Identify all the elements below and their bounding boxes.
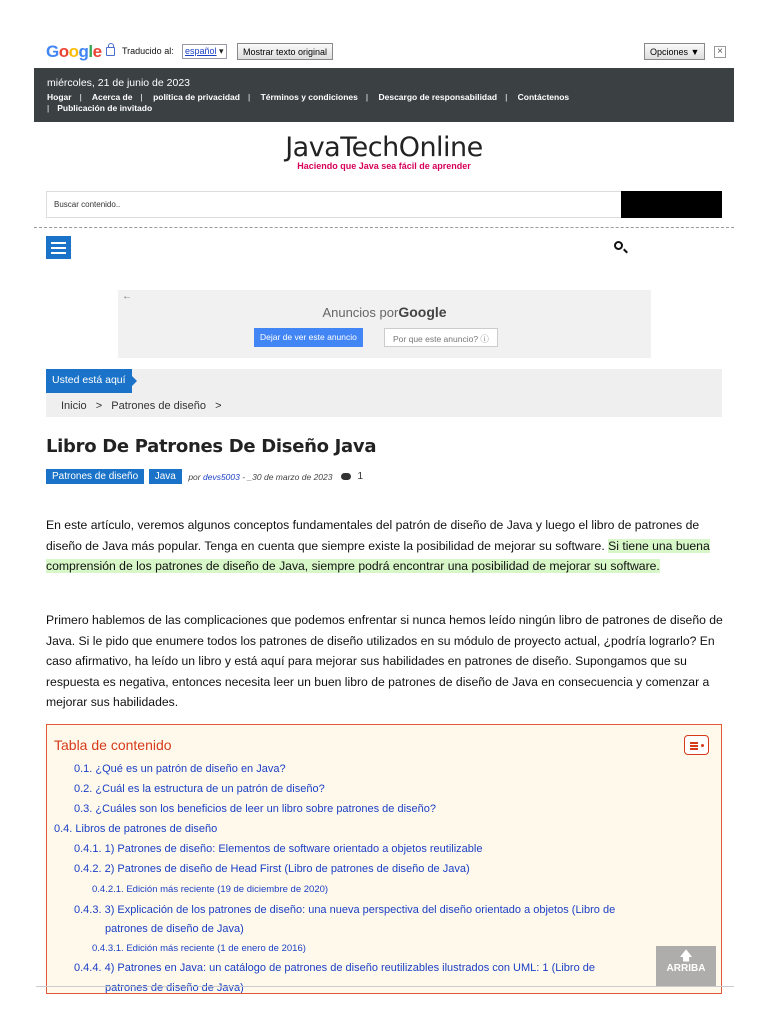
category-patrones[interactable]: Patrones de diseño: [46, 469, 144, 484]
nav-invitado[interactable]: Publicación de invitado: [57, 103, 153, 113]
toc-item[interactable]: 0.4.1. 1) Patrones de diseño: Elementos de software orientado a objetos reutilizable: [74, 843, 483, 855]
lock-icon: [106, 47, 115, 56]
article-meta: [46, 469, 363, 485]
breadcrumb: [46, 369, 722, 417]
scroll-to-top-label: ARRIBA: [666, 963, 706, 974]
paragraph-intro: En este artículo, veremos algunos conceptos fundamentales del patrón de diseño de Java y luego el libro de patrones de diseño de Java más popular. Tenga en cuenta que siempre existe la posibilidad de mejorar su software. Si tiene una buena comprensión de los patrones de diseño de Java, siempre podrá encontrar una posibilidad de mejorar su software.: [46, 518, 710, 573]
language-select[interactable]: español ▾: [182, 44, 227, 59]
options-button[interactable]: Opciones ▼: [644, 43, 705, 60]
toc-item[interactable]: 0.2. ¿Cuál es la estructura de un patrón de diseño?: [74, 783, 325, 795]
current-date: miércoles, 21 de junio de 2023: [47, 77, 191, 89]
comment-icon[interactable]: [341, 473, 351, 480]
article-title: Libro De Patrones De Diseño Java: [46, 436, 377, 457]
breadcrumb-trail: Inicio > Patrones de diseño >: [61, 400, 222, 412]
byline: por devs5003 - _30 de marzo de 2023: [188, 471, 333, 482]
show-original-button[interactable]: Mostrar texto original: [237, 43, 333, 60]
toc-item[interactable]: 0.4.4. 4) Patrones en Java: un catálogo de patrones de diseño reutilizables ilustrados con UML: 1 (Libro de: [74, 962, 595, 974]
scroll-to-top-button[interactable]: [656, 946, 716, 986]
toc-item[interactable]: 0.4.2.1. Edición más reciente (19 de diciembre de 2020): [92, 884, 329, 895]
close-icon[interactable]: ×: [714, 46, 726, 58]
ad-block: [118, 290, 651, 358]
toc-title: Tabla de contenido: [54, 737, 172, 753]
toc-item[interactable]: patrones de diseño de Java): [105, 982, 244, 994]
search-icon[interactable]: [614, 241, 623, 250]
nav-terminos[interactable]: Términos y condiciones: [260, 92, 358, 102]
back-arrow-icon[interactable]: ←: [122, 291, 132, 302]
toc-item[interactable]: 0.3. ¿Cuáles son los beneficios de leer un libro sobre patrones de diseño?: [74, 803, 437, 815]
translated-label: Traducido al:: [122, 46, 174, 56]
nav-descargo[interactable]: Descargo de responsabilidad: [378, 92, 498, 102]
divider: [36, 986, 734, 987]
stop-ad-button[interactable]: Dejar de ver este anuncio: [254, 328, 363, 347]
toc-item[interactable]: 0.4. Libros de patrones de diseño: [54, 823, 218, 835]
comment-count[interactable]: 1: [357, 471, 364, 482]
toc-toggle-icon[interactable]: [684, 735, 709, 755]
table-of-contents: [46, 724, 722, 994]
site-tagline: Haciendo que Java sea fácil de aprender: [297, 161, 471, 171]
toc-item[interactable]: 0.4.2. 2) Patrones de diseño de Head First (Libro de patrones de diseño de Java): [74, 863, 470, 875]
toc-item[interactable]: 0.1. ¿Qué es un patrón de diseño en Java?: [74, 763, 286, 775]
top-bar: [34, 68, 734, 122]
nav-privacidad[interactable]: política de privacidad: [153, 92, 240, 102]
breadcrumb-section[interactable]: Patrones de diseño: [111, 400, 207, 412]
nav-hogar[interactable]: Hogar: [47, 92, 72, 102]
search-button[interactable]: [621, 191, 722, 218]
breadcrumb-label: Usted está aquí: [46, 369, 132, 393]
divider: [34, 227, 734, 228]
paragraph-second: Primero hablemos de las complicaciones que podemos enfrentar si nunca hemos leído ningún libro de patrones de diseño de Java. Si le pido que enumere todos los patrones de diseño utilizados en su módulo de proyecto actual, ¿podría lograrlo? En caso afirmativo, ha leído un libro y está aquí para mejorar sus habilidades en patrones de diseño. Supongamos que su respuesta es negativa, entonces necesita leer un buen libro de patrones de diseño de Java en consecuencia y comenzar a mejorar sus habilidades.: [46, 613, 723, 709]
translate-bar: [0, 0, 768, 66]
toc-item[interactable]: 0.4.3. 3) Explicación de los patrones de diseño: una nueva perspectiva del diseño orientado a objetos (Libro de: [74, 904, 616, 916]
google-logo: Google: [46, 42, 102, 61]
site-branding: [0, 132, 768, 171]
why-ad-button[interactable]: Por que este anuncio? ⓘ: [384, 328, 498, 347]
nav-contacto[interactable]: Contáctenos: [517, 92, 570, 102]
toc-item[interactable]: patrones de diseño de Java): [105, 923, 244, 935]
nav-acerca[interactable]: Acerca de: [91, 92, 133, 102]
menu-bar: [34, 232, 734, 262]
category-java[interactable]: Java: [149, 469, 182, 484]
top-nav: Hogar | Acerca de | política de privacidad | Términos y condiciones | Descargo de responsabilidad | Contáctenos | Publicación de invitado: [47, 92, 570, 113]
search-input[interactable]: [47, 192, 607, 217]
toc-item[interactable]: 0.4.3.1. Edición más reciente (1 de enero de 2016): [92, 943, 306, 954]
author-link[interactable]: devs5003: [203, 471, 240, 482]
site-title[interactable]: JavaTechOnline: [285, 132, 483, 163]
search-box: [46, 191, 722, 218]
ad-heading: Anuncios porGoogle: [322, 304, 447, 320]
arrow-up-icon: 🡅: [679, 948, 693, 963]
hamburger-menu-icon[interactable]: [46, 236, 71, 259]
breadcrumb-home[interactable]: Inicio: [61, 400, 87, 412]
